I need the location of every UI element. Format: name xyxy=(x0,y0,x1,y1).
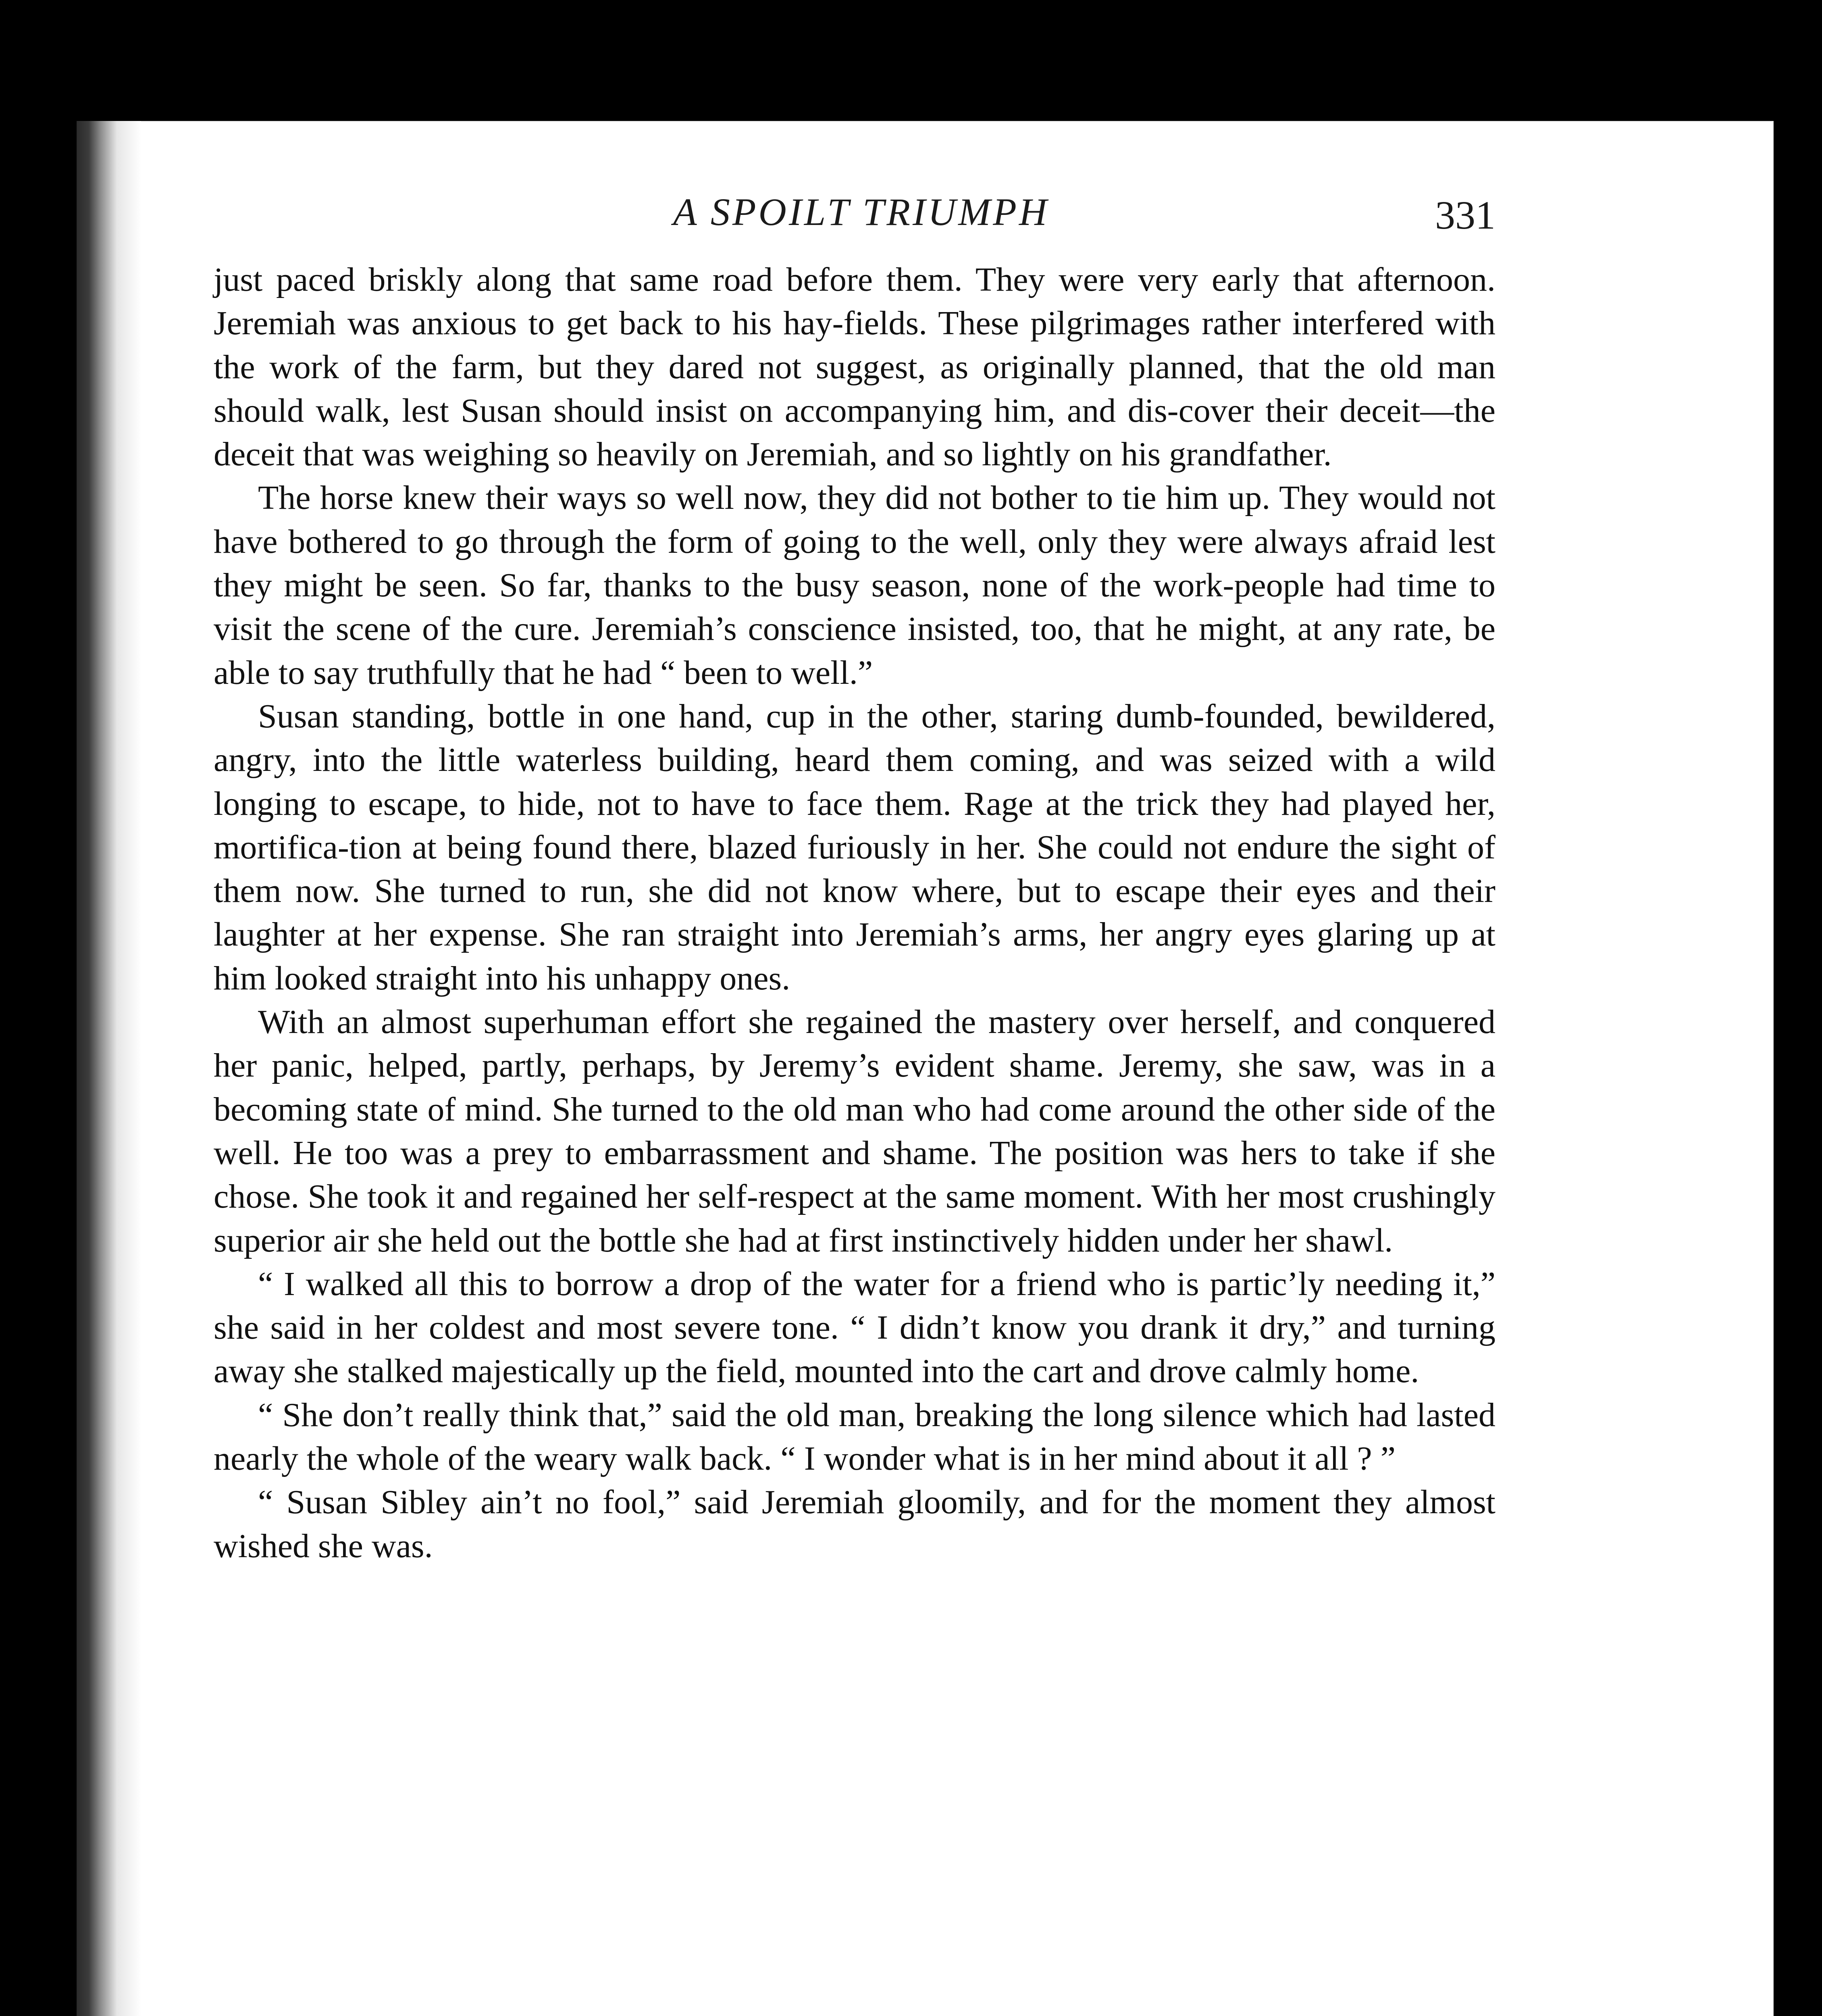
binding-edge xyxy=(77,121,141,2016)
paragraph-7: “ Susan Sibley ain’t no fool,” said Jeremiah gloomily, and for the moment they almost wished she was. xyxy=(214,1483,1495,1565)
running-head xyxy=(214,190,1495,246)
paragraph-2: The horse knew their ways so well now, they did not bother to tie him up. They would not have bothered to go through the form of going to the well, only they were always afraid lest they might be seen. So far, thanks to the busy season, none of the work-people had time to visit the scene of the cure. Jeremiah’s conscience insisted, too, that he might, at any rate, be able to say truthfully that he had “ been to well.” xyxy=(214,479,1495,691)
paragraph-4: With an almost superhuman effort she regained the mastery over herself, and conquered her panic, helped, partly, perhaps, by Jeremy’s evident shame. Jeremy, she saw, was in a becoming state of mind. She turned to the old man who had come around the other side of the well. He too was a prey to embarrassment and shame. The position was hers to take if she chose. She took it and regained her self-respect at the same moment. With her most crushingly superior air she held out the bottle she had at first instinctively hidden under her shawl. xyxy=(214,1003,1495,1259)
body-text xyxy=(214,258,1495,1568)
paragraph-5: “ I walked all this to borrow a drop of the water for a friend who is partic’ly needing it,” she said in her coldest and most severe tone. “ I didn’t know you drank it dry,” and turning away she stalked majestically up the field, mounted into the cart and drove calmly home. xyxy=(214,1265,1495,1390)
page-number: 331 xyxy=(1435,193,1495,237)
paragraph-3: Susan standing, bottle in one hand, cup in the other, staring dumb-founded, bewildered, angry, into the little waterless building, heard them coming, and was seized with a wild longing to escape, to hide, not to have to face them. Rage at the trick they had played her, mortifica-tion at being found there, blazed furiously in her. She could not endure the sight of them now. She turned to run, she did not know where, but to escape their eyes and their laughter at her expense. She ran straight into Jeremiah’s arms, her angry eyes glaring up at him looked straight into his unhappy ones. xyxy=(214,697,1495,997)
running-title: A SPOILT TRIUMPH xyxy=(673,190,1050,233)
paragraph-1: just paced briskly along that same road before them. They were very early that afternoon. Jeremiah was anxious to get back to his hay-fields. These pilgrimages rather interfered with the work of the farm, but they dared not suggest, as originally planned, that the old man should walk, lest Susan should insist on accompanying him, and dis-cover their deceit—the deceit that was weighing so heavily on Jeremiah, and so lightly on his grandfather. xyxy=(214,261,1495,473)
paragraph-6: “ She don’t really think that,” said the old man, breaking the long silence which had lasted nearly the whole of the weary walk back. “ I wonder what is in her mind about it all ? ” xyxy=(214,1396,1495,1478)
